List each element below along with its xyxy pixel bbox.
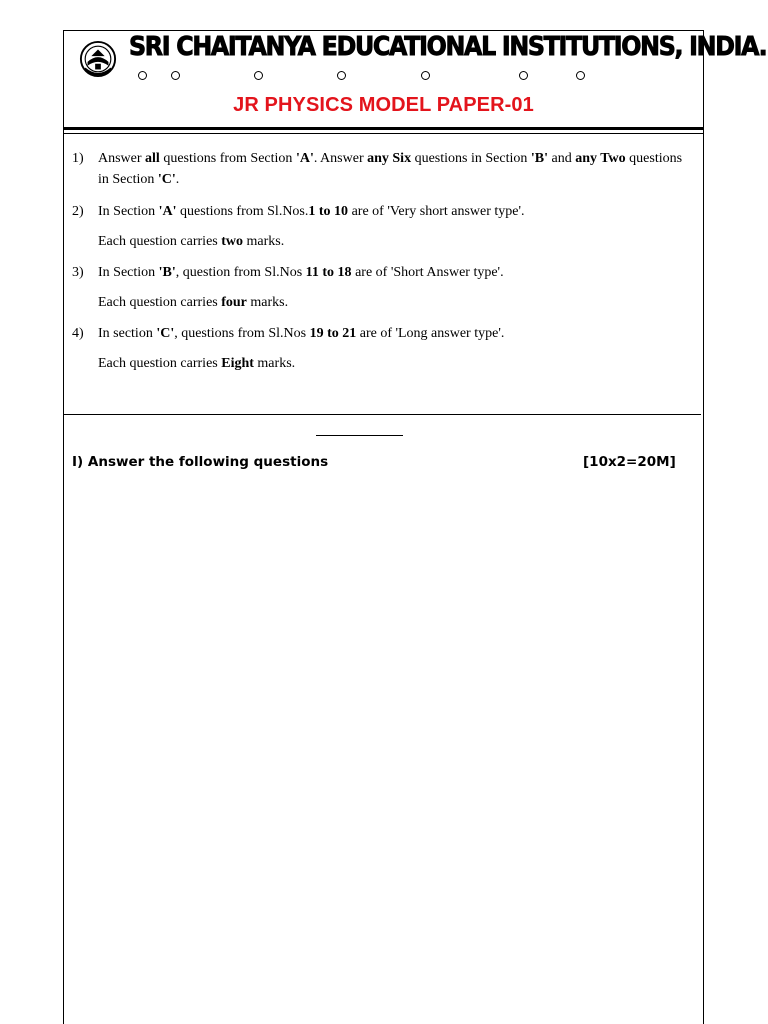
emphasis-text: any Six xyxy=(367,151,412,166)
header-divider-thin xyxy=(63,133,704,134)
text-segment: Each question carries xyxy=(98,234,222,249)
instruction-text xyxy=(98,201,696,222)
instruction-note xyxy=(98,292,696,313)
text-segment: questions from Section xyxy=(159,151,296,166)
section-divider xyxy=(63,414,701,415)
text-segment: In Section xyxy=(98,265,159,280)
text-segment: . xyxy=(175,172,180,187)
institution-logo xyxy=(79,40,117,78)
text-segment: In Section xyxy=(98,204,159,219)
emphasis-text: any Two xyxy=(575,151,626,166)
dot-ornament xyxy=(519,71,528,80)
instruction-number: 3) xyxy=(72,265,84,280)
emphasis-text: 'A' xyxy=(295,151,314,166)
instruction-number: 4) xyxy=(72,326,84,341)
instruction-note xyxy=(98,353,696,374)
instruction-number: 2) xyxy=(72,204,84,219)
dot-ornament xyxy=(171,71,180,80)
emphasis-text: 'C' xyxy=(157,172,176,187)
emphasis-text: 'B' xyxy=(530,151,548,166)
text-segment: Each question carries xyxy=(98,356,222,371)
text-segment: marks. xyxy=(243,234,285,249)
emphasis-text: 19 to 21 xyxy=(309,326,357,341)
paper-title: JR PHYSICS MODEL PAPER-01 xyxy=(233,94,534,116)
text-segment: questions in Section xyxy=(411,151,531,166)
decorative-dots xyxy=(138,71,598,83)
text-segment: and xyxy=(547,151,576,166)
instruction-text xyxy=(98,148,696,190)
text-segment: , question from Sl.Nos xyxy=(175,265,306,280)
section-marks: [10x2=20M] xyxy=(583,454,676,470)
text-segment: In section xyxy=(98,326,157,341)
instruction-number: 1) xyxy=(72,151,84,166)
emphasis-text: 'A' xyxy=(158,204,177,219)
emphasis-text: 'B' xyxy=(158,265,176,280)
text-segment: questions in Section xyxy=(98,151,683,187)
dot-ornament xyxy=(421,71,430,80)
text-segment: are of 'Very short answer type'. xyxy=(348,204,525,219)
instruction-text xyxy=(98,262,696,283)
emphasis-text: four xyxy=(221,295,247,310)
dot-ornament xyxy=(576,71,585,80)
instruction-note xyxy=(98,231,696,252)
dot-ornament xyxy=(254,71,263,80)
header-divider xyxy=(63,127,704,130)
dot-ornament xyxy=(337,71,346,80)
text-segment: questions from Sl.Nos. xyxy=(176,204,309,219)
text-segment: , questions from Sl.Nos xyxy=(174,326,310,341)
short-divider xyxy=(316,435,403,436)
text-segment: . Answer xyxy=(313,151,368,166)
section-heading: I) Answer the following questions xyxy=(72,454,329,470)
text-segment: marks. xyxy=(246,295,289,310)
dot-ornament xyxy=(138,71,147,80)
instruction-text xyxy=(98,323,696,344)
text-segment: marks. xyxy=(253,356,296,371)
text-segment: Each question carries xyxy=(98,295,222,310)
emphasis-text: 11 to 18 xyxy=(305,265,352,280)
emphasis-text: 'C' xyxy=(156,326,175,341)
emphasis-text: two xyxy=(221,234,244,249)
emphasis-text: all xyxy=(145,151,160,166)
text-segment: are of 'Short Answer type'. xyxy=(351,265,504,280)
text-segment: Answer xyxy=(98,151,146,166)
paper-header xyxy=(63,30,767,130)
institution-name: SRI CHAITANYA EDUCATIONAL INSTITUTIONS, INDIA. xyxy=(129,32,767,62)
text-segment: are of 'Long answer type'. xyxy=(356,326,505,341)
emphasis-text: Eight xyxy=(221,356,254,371)
emphasis-text: 1 to 10 xyxy=(308,204,349,219)
